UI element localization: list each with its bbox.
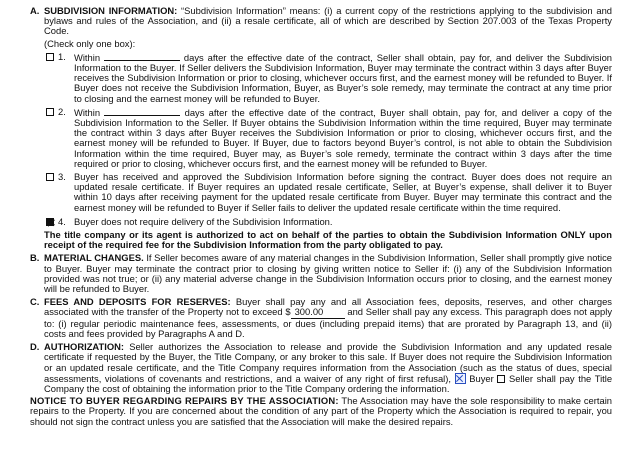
option-2-number: 2.: [58, 105, 66, 117]
section-a-heading: SUBDIVISION INFORMATION:: [44, 5, 178, 16]
option-1-text: days after the effective date of the contract, Seller shall obtain, pay for, and deliver the Subdivision Information to the Buyer. If Seller delivers the Subdivision Information, Buyer may terminate the contract within 3 days after Buyer receives the Subdivision Information or prior to closing, whichever occurs first, and the earnest money will be refunded to Buyer. If Buyer does not receive the Subdivision Information, Buyer, as Buyer’s sole remedy, may terminate the contract at any time prior to closing and the earnest money will be refunded to Buyer.: [74, 51, 612, 104]
section-c-letter: C.: [30, 296, 40, 308]
option-2-days-field[interactable]: [104, 107, 180, 116]
option-3-text-b: does: [500, 171, 521, 183]
section-d-text-b: shall pay the Title Company the cost of obtaining the information prior to the Title Company ordering the information.: [44, 372, 613, 394]
option-2-text: days after the effective date of the contract, Buyer shall obtain, pay for, and deliver a copy of the Subdivision Information to the Seller. If Buyer obtains the Subdivision Information within the time required, Buyer may terminate the contract within 3 days after Buyer receives the Subdivision Information or prior to closing, whichever occurs first, and the earnest money will be refunded to Buyer. If Buyer, due to factors beyond Buyer’s control, is not able to obtain the Subdivision Information within the time required, Buyer may, as Buyer’s sole remedy, terminate the contract within 3 days after the time required or prior to closing, whichever occurs first, and the earnest money will be refunded to Buyer.: [74, 106, 613, 169]
option-4-number: 4.: [58, 215, 66, 227]
option-3-does-not-checkbox[interactable]: [46, 173, 54, 181]
section-b-letter: B.: [30, 252, 40, 264]
option-1-checkbox[interactable]: [46, 53, 54, 61]
section-d-text-a: Seller authorizes the Association to release and provide the Subdivision Information and any updated resale certificate if requested by the Buyer, the Title Company, or any broker to this sale. If Buyer does not require the Subdivision Information or an updated resale certificate, and the Title Company requires information from the Association (such as the status of dues, special assessments, violations of covenants and restrictions, and a waiver of any right of first refusal),: [44, 341, 612, 384]
section-d-letter: D.: [30, 341, 40, 353]
section-a-letter: A.: [30, 5, 40, 16]
option-2-checkbox[interactable]: [46, 108, 54, 116]
option-4-text: Buyer does not require delivery of the Subdivision Information.: [74, 215, 333, 227]
fee-amount-field[interactable]: 300.00: [291, 307, 345, 318]
seller-pays-checkbox[interactable]: [497, 375, 505, 383]
repairs-notice: [30, 396, 612, 427]
option-3: [44, 172, 612, 213]
option-4-checkbox[interactable]: [46, 218, 54, 226]
section-d: [30, 342, 612, 394]
section-c: [30, 297, 612, 339]
option-1-days-field[interactable]: [104, 52, 180, 61]
section-c-text-a: Buyer shall pay any and all Association fees, deposits, reserves, and other charges associated with the transfer of the Property not to exceed $: [44, 296, 612, 318]
section-c-text-b: and Seller shall pay any excess. This paragraph does not apply to: (i) regular periodic maintenance fees, assessments, or dues (including prepaid items) that are prorated by Paragraph 13, and (ii) costs and fees provided by Paragraphs A and D.: [44, 306, 613, 339]
section-a: [30, 6, 612, 250]
section-a-intro-text: “Subdivision Information” means: (i) a current copy of the restrictions applying to the subdivision and bylaws and rules of the Association, and (ii) a resale certificate, all of which are described by Section 207.003 of the Texas Property Code.: [44, 5, 612, 37]
option-3-text-a: Buyer has received and approved the Subdivision Information before signing the contract. Buyer: [74, 171, 496, 183]
buyer-label: Buyer: [469, 372, 494, 384]
check-prompt: (Check only one box):: [44, 37, 136, 49]
section-c-heading: FEES AND DEPOSITS FOR RESERVES:: [44, 296, 231, 308]
section-b: [30, 253, 612, 294]
option-2-pre: Within: [74, 106, 101, 118]
seller-label: Seller: [509, 372, 533, 384]
option-1: [44, 52, 612, 104]
option-2: [44, 107, 612, 169]
section-b-heading: MATERIAL CHANGES.: [44, 252, 144, 264]
option-3-number: 3.: [58, 171, 66, 183]
section-b-text: If Seller becomes aware of any material changes in the Subdivision Information, Seller shall promptly give notice to Buyer. Buyer may terminate the contract prior to closing by giving written notice to Seller if: (i) any of the Subdivision Information provided was not true; or (ii) any material adverse change in the Subdivision Information occurs prior to closing, and the earnest money will be refunded to Buyer.: [44, 252, 613, 295]
option-4: [44, 217, 612, 227]
option-1-number: 1.: [58, 50, 66, 62]
repairs-notice-text: The Association may have the sole responsibility to make certain repairs to the Property. If you are concerned about the condition of any part of the Property which the Association is required to repair, you should not sign the contract unless you are satisfied that the Association will make the desired repairs.: [30, 395, 612, 427]
option-3-text-c: does not require an updated resale certificate. If Buyer requires an updated resale certificate, Seller, at Buyer’s expense, shall deliver it to Buyer within 10 days after receiving payment for the updated resale certificate from Buyer. Buyer may terminate this contract and the earnest money will be refunded to Buyer if Seller fails to deliver the updated resale certificate within the time required.: [74, 171, 612, 213]
section-a-intro: [44, 6, 612, 37]
section-d-heading: AUTHORIZATION:: [44, 341, 125, 353]
option-1-pre: Within: [74, 51, 101, 63]
repairs-notice-heading: NOTICE TO BUYER REGARDING REPAIRS BY THE ASSOCIATION:: [30, 395, 339, 407]
buyer-pays-checkbox[interactable]: [455, 373, 466, 384]
title-company-notice: The title company or its agent is authorized to act on behalf of the parties to obtain the Subdivision Information ONLY upon receipt of the required fee for the Subdivision Information from the party obligated to pay.: [44, 229, 612, 251]
